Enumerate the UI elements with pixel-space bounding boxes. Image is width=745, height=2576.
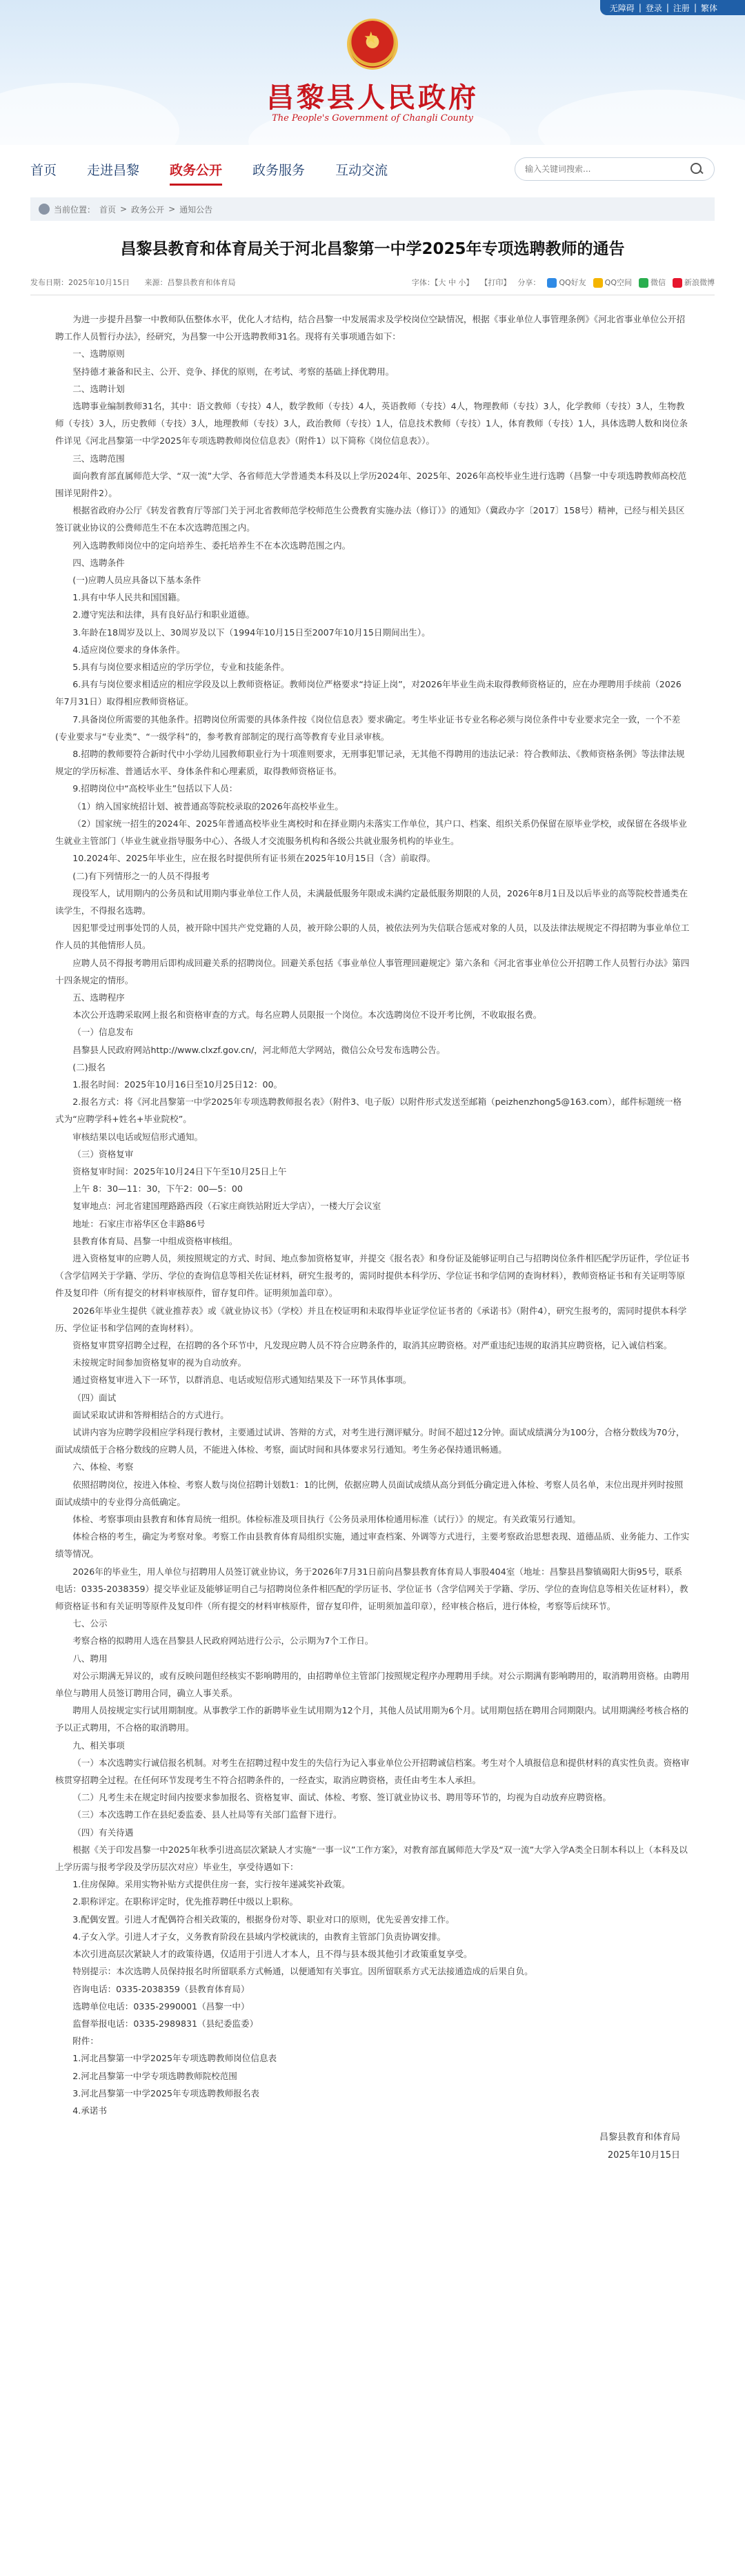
publish-date: 发布日期：2025年10月15日 [30,278,130,287]
article-paragraph: 2026年毕业生提供《就业推荐表》或《就业协议书》（学校）并且在校证明和未取得毕业证学位证书者的《承诺书》（附件4），研究生报考的，需同时提供本科学历、学位证书和学信网的查询材料）。 [55,1305,687,1333]
article-paragraph: 1.报名时间：2025年10月16日至10月25日12：00。 [72,1079,283,1090]
article-paragraph: 特别提示：本次选聘人员保持报名时所留联系方式畅通，以便通知有关事宜。因所留联系方式无法接通造成的后果自负。 [72,1966,533,1977]
article-paragraph: 2.报名方式：将《河北昌黎第一中学2025年专项选聘教师报名表》（附件3、电子版）以附件形式发送至邮箱（peizhenzhong5@163.com），邮件标题统一格式为“应聘学科+姓名+毕业院校”。 [55,1097,682,1125]
article-paragraph: 2026年的毕业生，用人单位与招聘用人员签订就业协议，务于2026年7月31日前向昌黎县教育体育局人事股404室（地址：昌黎县昌黎镇碣阳大街95号，联系电话：0335-2038359）提交毕业证及能够证明自己与招聘岗位条件相匹配的学历证书、学位证书（含学信网关于学籍、学历、学位的查询信息等相关佐证材料），教师资格证书和有关证明等原件及复印件（所有提交的材料审核原件，留存复印件，证明须加盖印章），经审核合格后，进行体检，考察等后续环节。 [55,1566,688,1612]
breadcrumb-label: 当前位置： [54,204,96,215]
search-box [515,157,715,181]
article-paragraph: 七、公示 [72,1618,108,1629]
share-weibo-button[interactable]: 新浪微博 [673,277,715,288]
topbar-links: 无障碍 | 登录 | 注册 | 繁体 [609,3,717,13]
breadcrumb: 当前位置： 首页 > 政务公开 > 通知公告 [30,197,715,221]
article-paragraph: 复审地点：河北省建国理路路西段（石家庄商铁站附近大学店），一楼大厅会议室 [72,1201,381,1212]
article-paragraph: 附件： [72,2036,99,2047]
article-paragraph: 一、选聘原则 [72,348,125,360]
nav-home[interactable]: 首页 [30,162,57,178]
article-paragraph: 面试采取试讲和答辩相结合的方式进行。 [72,1409,229,1420]
article-paragraph: 为进一步提升昌黎一中教师队伍整体水平，优化人才结构，结合昌黎一中发展需求及学校岗位空缺情况，根据《事业单位人事管理条例》《河北省事业单位公开招聘工作人员暂行办法》，经研究，为昌黎一中公开选聘教师31名。现将有关事项通告如下： [55,314,686,342]
article [30,228,715,2165]
article-paragraph: 2.遵守宪法和法律，具有良好品行和职业道德。 [72,609,255,620]
article-paragraph: 考察合格的拟聘用人选在昌黎县人民政府网站进行公示，公示期为7个工作日。 [72,1635,374,1646]
article-paragraph: 体检合格的考生，确定为考察对象。考察工作由县教育体育局组织实施，通过审查档案、外调等方式进行，主要考察政治思想表现、道德品质、业务能力、工作实绩等情况。 [55,1531,690,1560]
article-paragraph: (二)报名 [72,1061,106,1072]
article-paragraph: 3.年龄在18周岁及以上、30周岁及以下（1994年10月15日至2007年10月15日期间出生）。 [72,627,430,638]
article-paragraph: 地址：石家庄市裕华区仓丰路86号 [72,1218,206,1229]
qq-icon [547,278,557,288]
article-paragraph: 1.住房保障。采用实物补贴方式提供住房一套，实行按年递减奖补政策。 [72,1879,350,1890]
article-paragraph: 4.适应岗位要求的身体条件。 [72,644,186,655]
article-paragraph: 咨询电话：0335-2038359（县教育体育局） [72,1983,250,1994]
nav-gov-affairs-open[interactable]: 政务公开 [170,155,222,184]
font-size-control[interactable]: 字体：【大 中 小】 [411,278,474,287]
article-paragraph: 进入资格复审的应聘人员，须按照规定的方式、时间、地点参加资格复审，并提交《报名表》和身份证及能够证明自己与招聘岗位条件相匹配学历证件，学位证书（含学信网关于学籍、学历、学位的查询信息等相关佐证材料，研究生报考的，需同时提供本科学历、学位证书和学信网的查询材料），教师资格证书和有关证明等原件及复印件（所有提交的材料审核原件，留存复印件。证明须加盖印章）。 [55,1252,690,1299]
article-paragraph: 资格复审贯穿招聘全过程，在招聘的各个环节中，凡发现应聘人员不符合应聘条件的，取消其应聘资格。对严重违纪违规的取消其应聘资格，记入诚信档案。 [72,1339,673,1350]
search-icon[interactable] [689,161,704,177]
location-icon [39,204,50,215]
signature-date: 2025年10月15日 [607,2150,680,2161]
article-paragraph: 4.子女入学。引进人才子女，义务教育阶段在县域内学校就读的，由教育主管部门负责协调安排。 [72,1931,446,1942]
article-paragraph: 监督举报电话：0335-2989831（县纪委监委） [72,2018,259,2029]
article-paragraph: 现役军人，试用期内的公务员和试用期内事业单位工作人员，未满最低服务年限或未满约定最低服务期限的人员，2026年8月1日及以后毕业的高等院校普通类在读学生，不得报名选聘。 [55,887,688,916]
main-nav [0,145,745,193]
site-subtitle: The People's Government of Changli County [272,113,473,124]
traditional-chinese-link[interactable]: 繁体 [700,3,717,13]
article-paragraph: 6.具有与岗位要求相适应的相应学段及以上教师资格证。教师岗位严格要求“持证上岗”，对2026年毕业生尚未取得教师资格证的，应在办理聘用手续前（2026年7月31日）取得相应教师资格证。 [55,679,682,707]
article-paragraph: （二）凡考生未在规定时间内按要求参加报名、资格复审、面试、体检、考察、签订就业协议书、聘用等环节的，均视为自动放弃应聘资格。 [72,1792,611,1803]
breadcrumb-notices[interactable]: 通知公告 [179,204,213,215]
article-paragraph: 10.2024年、2025年毕业生，应在报名时提供所有证书须在2025年10月15日（含）前取得。 [72,853,436,864]
article-paragraph: 选聘事业编制教师31名，其中：语文教师（专技）4人，数学教师（专技）4人，英语教师（专技）4人，物理教师（专技）3人，化学教师（专技）3人，生物教师（专技）3人，历史教师（专技）3人，地理教师（专技）3人，政治教师（专技）1人，信息技术教师（专技）1人，体育教师（专技）1人，具体选聘人数和岗位条件详见《河北昌黎第一中学2025年专项选聘教师岗位信息表》（附件1）以下简称《岗位信息表》）。 [55,401,688,446]
article-paragraph: 昌黎县人民政府网站http://www.clxzf.gov.cn/，河北师范大学网站，微信公众号发布选聘公告。 [72,1044,446,1055]
article-paragraph: 4.承诺书 [72,2105,107,2116]
article-paragraph: 依照招聘岗位，按进入体检、考察人数与岗位招聘计划数1：1的比例，依据应聘人员面试成绩从高分到低分确定进入体检、考察人员名单，末位出现并列时按照面试成绩中的专业得分高低确定。 [55,1479,684,1507]
share-qq-button[interactable]: QQ好友 [547,277,586,288]
article-paragraph: （四）有关待遇 [72,1827,134,1838]
article-paragraph: 7.具备岗位所需要的其他条件。招聘岗位所需要的具体条件按《岗位信息表》要求确定。考生毕业证书专业名称必须与岗位条件中专业要求完全一致，一个不差(专业要求与“专业类”、“一级学科”的，参考教育部制定的现行高等教育专业目录审核。 [55,714,681,742]
national-emblem-icon [349,21,396,68]
register-link[interactable]: 注册 [673,3,690,13]
search-input[interactable] [525,164,689,174]
article-paragraph: （一）本次选聘实行诚信报名机制。对考生在招聘过程中发生的失信行为记入事业单位公开招聘诚信档案。考生对个人填报信息和提供材料的真实性负责。资格审核贯穿招聘全过程。在任何环节发现考生不符合招聘条件的，一经查实，取消应聘资格，责任由考生本人承担。 [55,1757,690,1786]
breadcrumb-home[interactable]: 首页 [99,204,117,215]
login-link[interactable]: 登录 [645,3,662,13]
article-paragraph: 5.具有与岗位要求相适应的学历学位，专业和技能条件。 [72,662,290,673]
qzone-icon [593,278,603,288]
article-paragraph: 九、相关事项 [72,1740,125,1751]
article-paragraph: 面向教育部直属师范大学、“双一流”大学、各省师范大学普通类本科及以上学历2024年、2025年、2026年高校毕业生进行选聘（昌黎一中专项选聘教师高校范围详见附件2）。 [55,470,687,499]
article-paragraph: 1.河北昌黎第一中学2025年专项选聘教师岗位信息表 [72,2053,277,2064]
breadcrumb-gov-affairs[interactable]: 政务公开 [131,204,165,215]
share-label: 分享： [517,278,541,287]
nav-about-changli[interactable]: 走进昌黎 [87,162,140,178]
accessibility-link[interactable]: 无障碍 [609,3,635,13]
site-title[interactable]: 昌黎县人民政府 [266,81,479,114]
article-paragraph: 9.招聘岗位中“高校毕业生”包括以下人员： [72,783,238,794]
article-paragraph: 六、体检、考察 [72,1462,134,1473]
article-body [30,295,715,2119]
article-paragraph: 列入选聘教师岗位中的定向培养生、委托培养生不在本次选聘范围之内。 [72,540,351,551]
article-paragraph: 1.具有中华人民共和国国籍。 [72,592,186,603]
article-paragraph: (二)有下列情形之一的人员不得报考 [72,870,210,881]
article-paragraph: 2.河北昌黎第一中学专项选聘教师院校范围 [72,2070,237,2081]
article-paragraph: 体检、考察事项由县教育和体育局统一组织。体检标准及项目执行《公务员录用体检通用标准（试行）》的规定。有关政策另行通知。 [72,1514,581,1525]
article-signature [30,2129,715,2165]
article-paragraph: 因犯罪受过刑事处罚的人员，被开除中国共产党党籍的人员，被开除公职的人员，被依法列为失信联合惩戒对象的人员，以及法律法规规定不得招聘为事业单位工作人员的其他情形人员。 [55,923,690,951]
article-source: 来源：昌黎县教育和体育局 [144,278,236,287]
article-paragraph: 四、选聘条件 [72,557,125,568]
nav-interaction[interactable]: 互动交流 [335,162,388,178]
article-paragraph: 本次引进高层次紧缺人才的政策待遇，仅适用于引进人才本人，且不得与县本级其他引才政策重复享受。 [72,1949,473,1960]
article-paragraph: 二、选聘计划 [72,383,125,394]
nav-gov-services[interactable]: 政务服务 [252,162,306,178]
wechat-icon [639,278,648,288]
article-meta [30,277,715,295]
article-paragraph: 审核结果以电话或短信形式通知。 [72,1131,203,1142]
article-title: 昌黎县教育和体育局关于河北昌黎第一中学2025年专项选聘教师的通告 [120,240,625,258]
signature-org: 昌黎县教育和体育局 [599,2132,680,2143]
article-paragraph: （一）信息发布 [72,1027,134,1038]
article-paragraph: 对公示期满无异议的，或有反映问题但经核实不影响聘用的，由招聘单位主管部门按照规定程序办理聘用手续。对公示期满有影响聘用的，取消聘用资格。由聘用单位与聘用人员签订聘用合同，确立人事关系。 [55,1670,690,1699]
article-paragraph: （2）国家统一招生的2024年、2025年普通高校毕业生离校时和在择业期内未落实工作单位，其户口、档案、组织关系仍保留在原毕业学校，或保留在各级毕业生就业主管部门（毕业生就业指导服务中心）、各级人才交流服务机构和各级公共就业服务机构的毕业生。 [55,818,687,847]
article-paragraph: 根据《关于印发昌黎一中2025年秋季引进高层次紧缺人才实施“一事一议”工作方案》，对教育部直属师范大学及“双一流”大学入学A类全日制本科以上（本科及以上学历需与报考学段及学历层次对应）毕业生，享受待遇如下： [55,1844,688,1873]
share-wechat-button[interactable]: 微信 [639,277,666,288]
article-paragraph: 县教育体育局、昌黎一中组成资格审核组。 [72,1235,238,1246]
article-paragraph: 坚持德才兼备和民主、公开、竞争、择优的原则，在考试、考察的基础上择优聘用。 [72,366,395,377]
article-paragraph: 上午 8：30—11：30，下午2：00—5：00 [72,1183,243,1194]
article-paragraph: 资格复审时间：2025年10月24日下午至10月25日上午 [72,1166,287,1177]
article-paragraph: 试讲内容为应聘学段相应学科现行教材，主要通过试讲、答辩的方式，对考生进行测评赋分。时间不超过12分钟。面试成绩满分为100分，合格分数线为70分，面试成绩低于合格分数线的应聘人员，不能进入体检、考察，面试时间和具体要求另行通知。考生务必保持通讯畅通。 [55,1427,685,1455]
article-paragraph: 五、选聘程序 [72,992,125,1003]
article-paragraph: (一)应聘人员应具备以下基本条件 [72,575,201,586]
article-paragraph: 选聘单位电话：0335-2990001（昌黎一中） [72,2000,250,2012]
article-paragraph: 3.河北昌黎第一中学2025年专项选聘教师报名表 [72,2087,259,2098]
article-paragraph: （三）资格复审 [72,1148,134,1159]
article-paragraph: 本次公开选聘采取网上报名和资格审查的方式。每名应聘人员限报一个岗位。本次选聘岗位不设开考比例，不收取报名费。 [72,1010,542,1021]
article-paragraph: 聘用人员按规定实行试用期制度。从事教学工作的新聘毕业生试用期为12个月，其他人员试用期为6个月。试用期包括在聘用合同期限内。试用期满经考核合格的予以正式聘用，不合格的取消聘用。 [55,1705,689,1733]
article-paragraph: （三）本次选聘工作在县纪委监委、县人社局等有关部门监督下进行。 [72,1809,342,1820]
article-paragraph: 3.配偶安置。引进人才配偶符合相关政策的，根据身份对等、职业对口的原则，优先妥善安排工作。 [72,1914,455,1925]
site-header [0,0,745,145]
article-paragraph: 2.职称评定。在职称评定时，优先推荐聘任中级以上职称。 [72,1896,299,1907]
article-paragraph: 通过资格复审进入下一环节，以群消息、电话或短信形式通知结果及下一环节具体事项。 [72,1375,412,1386]
article-paragraph: （四）面试 [72,1392,117,1403]
article-paragraph: 未按规定时间参加资格复审的视为自动放弃。 [72,1357,247,1368]
article-paragraph: （1）纳入国家统招计划、被普通高等院校录取的2026年高校毕业生。 [72,800,344,812]
print-button[interactable]: 【打印】 [480,278,511,287]
article-paragraph: 三、选聘范围 [72,453,125,464]
article-paragraph: 应聘人员不得报考聘用后即构成回避关系的招聘岗位。回避关系包括《事业单位人事管理回避规定》第六条和《河北省事业单位公开招聘工作人员暂行办法》第四十四条规定的情形。 [55,957,690,985]
article-paragraph: 根据省政府办公厅《转发省教育厅等部门关于河北省教师范学校师范生公费教育实施办法（修订）》的通知》（冀政办字〔2017〕158号）精神，已经与相关县区签订就业协议的公费师范生不在本次选聘范围之内。 [55,505,685,533]
article-paragraph: 八、聘用 [72,1653,108,1664]
share-qzone-button[interactable]: QQ空间 [593,277,632,288]
weibo-icon [673,278,682,288]
article-paragraph: 8.招聘的教师要符合新时代中小学幼儿园教师职业行为十项准则要求，无刑事犯罪记录，无其他不得聘用的违法记录：符合教师法、《教师资格条例》等法律法规规定的学历标准、普通话水平、身体条件和心理素质，取得教师资格证书。 [55,749,685,777]
